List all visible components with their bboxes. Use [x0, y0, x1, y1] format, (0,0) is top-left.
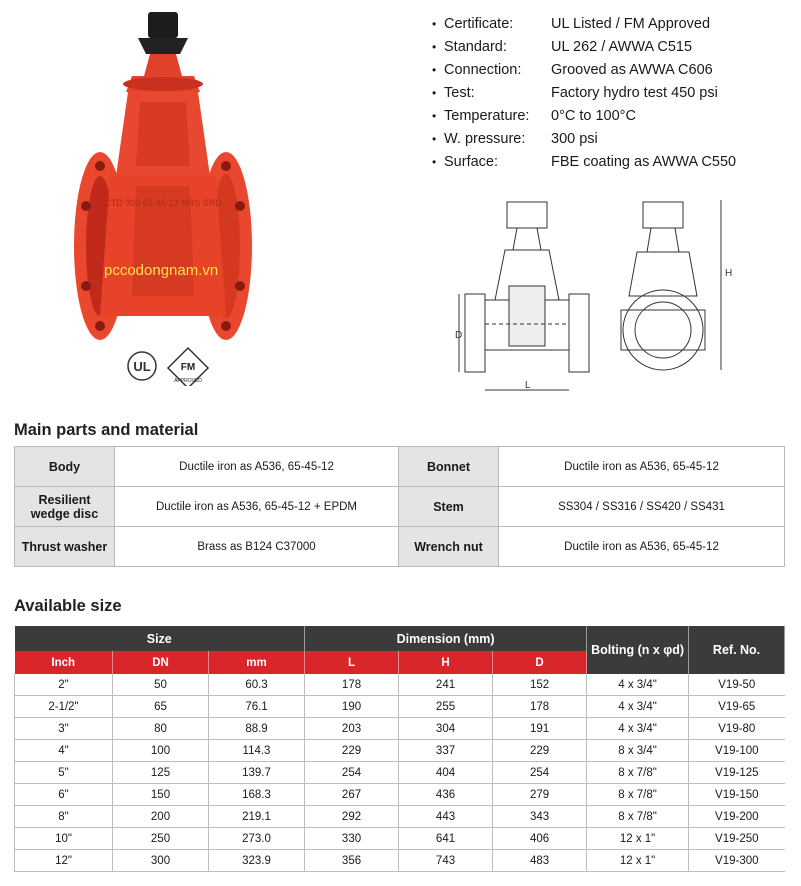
cell-l: 330	[305, 828, 399, 850]
cell-ref: V19-150	[689, 784, 785, 806]
technical-drawing	[455, 190, 775, 400]
dim-h-label: H	[725, 268, 733, 279]
part-name: Wrench nut	[399, 527, 499, 567]
materials-table	[14, 446, 785, 567]
spec-value: UL Listed / FM Approved	[551, 15, 711, 32]
cell-l: 190	[305, 696, 399, 718]
cell-bolting: 4 x 3/4"	[587, 718, 689, 740]
cell-h: 241	[399, 674, 493, 696]
cell-l: 267	[305, 784, 399, 806]
cell-mm: 60.3	[209, 674, 305, 696]
col-d: D	[493, 651, 587, 674]
materials-row	[15, 527, 785, 567]
part-name: Stem	[399, 487, 499, 527]
svg-text:FM: FM	[180, 362, 196, 373]
cell-ref: V19-125	[689, 762, 785, 784]
cell-mm: 139.7	[209, 762, 305, 784]
fm-approved-logo	[168, 348, 208, 386]
table-row	[15, 740, 785, 762]
cell-h: 436	[399, 784, 493, 806]
cell-mm: 168.3	[209, 784, 305, 806]
col-dn: DN	[113, 651, 209, 674]
cell-dn: 150	[113, 784, 209, 806]
spec-row	[432, 150, 792, 173]
cell-h: 304	[399, 718, 493, 740]
spec-list	[432, 12, 792, 173]
bullet-icon: •	[432, 108, 437, 123]
spec-label: W. pressure:	[444, 130, 526, 147]
cell-ref: V19-100	[689, 740, 785, 762]
ref-no-header: Ref. No.	[689, 626, 785, 674]
spec-value: Grooved as AWWA C606	[551, 61, 713, 78]
sizes-title: Available size	[14, 597, 122, 615]
cell-dn: 100	[113, 740, 209, 762]
cell-dn: 65	[113, 696, 209, 718]
part-material: Ductile iron as A536, 65-45-12	[115, 447, 399, 487]
cell-mm: 273.0	[209, 828, 305, 850]
gate-valve-image	[40, 6, 300, 386]
cell-d: 254	[493, 762, 587, 784]
cell-bolting: 12 x 1"	[587, 850, 689, 872]
bullet-icon: •	[432, 131, 437, 146]
spec-row	[432, 35, 792, 58]
spec-row	[432, 104, 792, 127]
spec-row	[432, 12, 792, 35]
spec-label: Surface:	[444, 153, 498, 170]
spec-label: Connection:	[444, 61, 522, 78]
cell-inch: 10"	[15, 828, 113, 850]
table-row	[15, 696, 785, 718]
cell-inch: 12"	[15, 850, 113, 872]
spec-label: Temperature:	[444, 107, 530, 124]
spec-value: 0°C to 100°C	[551, 107, 636, 124]
cell-ref: V19-65	[689, 696, 785, 718]
cell-bolting: 8 x 7/8"	[587, 762, 689, 784]
cell-l: 254	[305, 762, 399, 784]
part-material: Brass as B124 C37000	[115, 527, 399, 567]
spec-row	[432, 127, 792, 150]
materials-title: Main parts and material	[14, 421, 199, 439]
table-row	[15, 828, 785, 850]
col-h: H	[399, 651, 493, 674]
bullet-icon: •	[432, 85, 437, 100]
cell-bolting: 8 x 7/8"	[587, 806, 689, 828]
cell-mm: 88.9	[209, 718, 305, 740]
svg-text:APPROVED: APPROVED	[174, 378, 202, 384]
dim-d-label: D	[455, 330, 463, 341]
cell-d: 229	[493, 740, 587, 762]
bullet-icon: •	[432, 16, 437, 31]
cell-inch: 3"	[15, 718, 113, 740]
spec-label: Certificate:	[444, 15, 514, 32]
part-material: Ductile iron as A536, 65-45-12	[499, 447, 785, 487]
valve-markings: CTD 300 65-45-12 NRS SRD	[104, 198, 222, 208]
cell-d: 406	[493, 828, 587, 850]
table-row	[15, 806, 785, 828]
cell-dn: 50	[113, 674, 209, 696]
cell-h: 443	[399, 806, 493, 828]
materials-row	[15, 487, 785, 527]
size-table	[14, 626, 785, 872]
cell-mm: 323.9	[209, 850, 305, 872]
cell-d: 279	[493, 784, 587, 806]
cell-dn: 250	[113, 828, 209, 850]
cell-dn: 300	[113, 850, 209, 872]
col-l: L	[305, 651, 399, 674]
spec-value: 300 psi	[551, 130, 598, 147]
table-row	[15, 850, 785, 872]
size-group-header: Size	[15, 626, 305, 651]
cell-l: 178	[305, 674, 399, 696]
cell-h: 255	[399, 696, 493, 718]
part-name: Resilient wedge disc	[15, 487, 115, 527]
cell-dn: 200	[113, 806, 209, 828]
bullet-icon: •	[432, 62, 437, 77]
cell-ref: V19-200	[689, 806, 785, 828]
part-material: Ductile iron as A536, 65-45-12 + EPDM	[115, 487, 399, 527]
spec-label: Standard:	[444, 38, 507, 55]
cell-bolting: 12 x 1"	[587, 828, 689, 850]
cell-l: 203	[305, 718, 399, 740]
cell-bolting: 8 x 7/8"	[587, 784, 689, 806]
cell-h: 404	[399, 762, 493, 784]
part-name: Bonnet	[399, 447, 499, 487]
cell-ref: V19-300	[689, 850, 785, 872]
part-material: SS304 / SS316 / SS420 / SS431	[499, 487, 785, 527]
table-row	[15, 762, 785, 784]
wrench-nut-icon	[148, 12, 178, 38]
svg-text:UL: UL	[133, 359, 151, 374]
cell-inch: 6"	[15, 784, 113, 806]
cell-h: 743	[399, 850, 493, 872]
cell-h: 337	[399, 740, 493, 762]
col-mm: mm	[209, 651, 305, 674]
ul-logo	[128, 352, 156, 380]
table-row	[15, 674, 785, 696]
cell-h: 641	[399, 828, 493, 850]
cell-mm: 76.1	[209, 696, 305, 718]
spec-row	[432, 58, 792, 81]
bullet-icon: •	[432, 39, 437, 54]
cell-inch: 8"	[15, 806, 113, 828]
part-material: Ductile iron as A536, 65-45-12	[499, 527, 785, 567]
part-name: Thrust washer	[15, 527, 115, 567]
cell-bolting: 8 x 3/4"	[587, 740, 689, 762]
spec-value: UL 262 / AWWA C515	[551, 38, 693, 55]
cell-inch: 4"	[15, 740, 113, 762]
cell-d: 191	[493, 718, 587, 740]
materials-row	[15, 447, 785, 487]
spec-value: Factory hydro test 450 psi	[551, 84, 718, 101]
spec-value: FBE coating as AWWA C550	[551, 153, 737, 170]
cell-l: 292	[305, 806, 399, 828]
cell-inch: 2"	[15, 674, 113, 696]
cell-ref: V19-80	[689, 718, 785, 740]
cell-ref: V19-50	[689, 674, 785, 696]
watermark: pccodongnam.vn	[104, 262, 219, 279]
cell-bolting: 4 x 3/4"	[587, 674, 689, 696]
cell-inch: 2-1/2"	[15, 696, 113, 718]
table-row	[15, 718, 785, 740]
cell-d: 483	[493, 850, 587, 872]
cell-l: 356	[305, 850, 399, 872]
table-row	[15, 784, 785, 806]
spec-label: Test:	[444, 84, 475, 101]
cell-l: 229	[305, 740, 399, 762]
cell-dn: 80	[113, 718, 209, 740]
dimension-group-header: Dimension (mm)	[305, 626, 587, 651]
cell-d: 178	[493, 696, 587, 718]
dim-l-label: L	[525, 380, 531, 391]
cell-inch: 5"	[15, 762, 113, 784]
bolting-header: Bolting (n x φd)	[587, 626, 689, 674]
col-inch: Inch	[15, 651, 113, 674]
bullet-icon: •	[432, 154, 437, 169]
spec-row	[432, 81, 792, 104]
part-name: Body	[15, 447, 115, 487]
cell-mm: 219.1	[209, 806, 305, 828]
cell-mm: 114.3	[209, 740, 305, 762]
cell-ref: V19-250	[689, 828, 785, 850]
cell-dn: 125	[113, 762, 209, 784]
cell-bolting: 4 x 3/4"	[587, 696, 689, 718]
cell-d: 152	[493, 674, 587, 696]
cell-d: 343	[493, 806, 587, 828]
